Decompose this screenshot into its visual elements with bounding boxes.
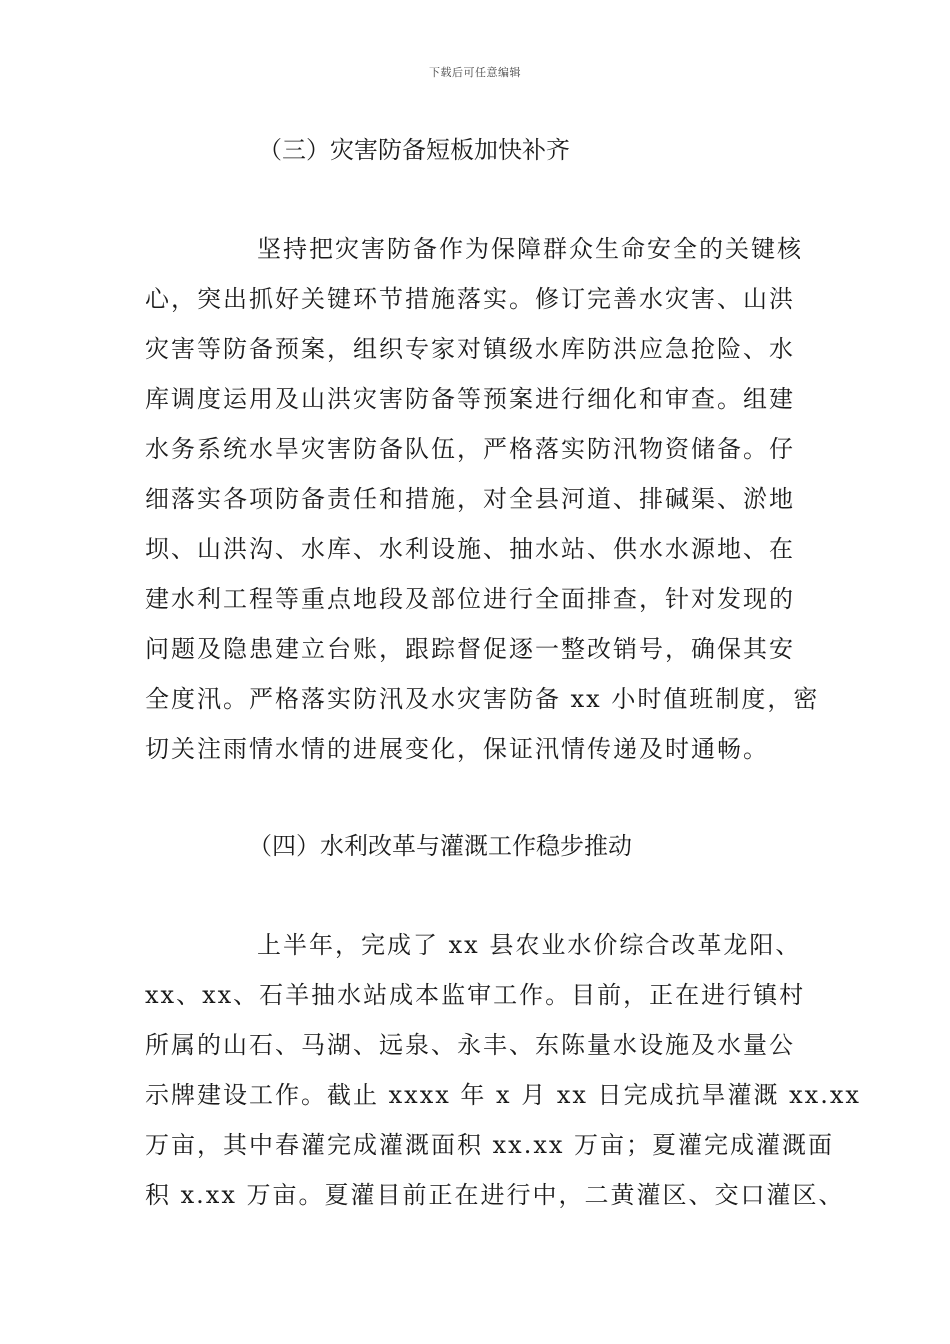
- paragraph-line: 万亩，其中春灌完成灌溉面积 xx.xx 万亩；夏灌完成灌溉面: [145, 1131, 835, 1159]
- header-note: 下载后可任意编辑: [429, 66, 521, 79]
- paragraph-line: xx、xx、石羊抽水站成本监审工作。目前，正在进行镇村: [145, 981, 806, 1009]
- section-paragraph-3: [145, 224, 825, 774]
- paragraph-line: 库调度运用及山洪灾害防备等预案进行细化和审查。组建: [145, 385, 795, 413]
- paragraph-line: 上半年，完成了 xx 县农业水价综合改革龙阳、: [257, 931, 802, 959]
- paragraph-line: 细落实各项防备责任和措施，对全县河道、排碱渠、淤地: [145, 485, 795, 513]
- paragraph-line: 问题及隐患建立台账，跟踪督促逐一整改销号，确保其安: [145, 635, 795, 663]
- section-heading-4: （四）水利改革与灌溉工作稳步推动: [248, 832, 632, 860]
- paragraph-line: 积 x.xx 万亩。夏灌目前正在进行中，二黄灌区、交口灌区、: [145, 1181, 845, 1209]
- paragraph-line: 心，突出抓好关键环节措施落实。修订完善水灾害、山洪: [145, 285, 795, 313]
- paragraph-line: 坝、山洪沟、水库、水利设施、抽水站、供水水源地、在: [145, 535, 795, 563]
- paragraph-line: 建水利工程等重点地段及部位进行全面排查，针对发现的: [145, 585, 795, 613]
- section-paragraph-4: [145, 920, 861, 1220]
- paragraph-line: 切关注雨情水情的进展变化，保证汛情传递及时通畅。: [145, 735, 769, 763]
- paragraph-line: 所属的山石、马湖、远泉、永丰、东陈量水设施及水量公: [145, 1031, 795, 1059]
- paragraph-line: 全度汛。严格落实防汛及水灾害防备 xx 小时值班制度，密: [145, 685, 820, 713]
- paragraph-line: 水务系统水旱灾害防备队伍，严格落实防汛物资储备。仔: [145, 435, 795, 463]
- paragraph-line: 灾害等防备预案，组织专家对镇级水库防洪应急抢险、水: [145, 335, 795, 363]
- paragraph-line: 坚持把灾害防备作为保障群众生命安全的关键核: [257, 235, 803, 263]
- paragraph-line: 示牌建设工作。截止 xxxx 年 x 月 xx 日完成抗旱灌溉 xx.xx: [145, 1081, 861, 1109]
- section-heading-3: （三）灾害防备短板加快补齐: [258, 136, 570, 164]
